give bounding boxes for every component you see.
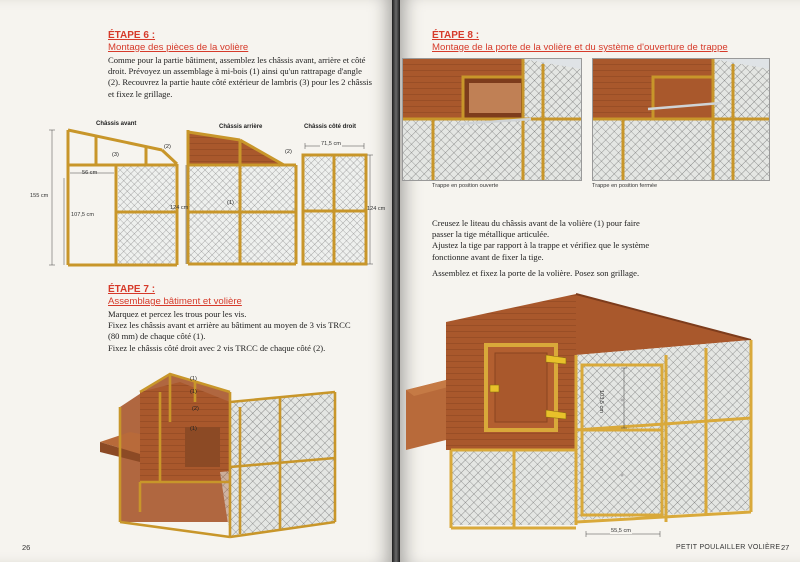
step7-line: Marquez et percez les trous pour les vis. bbox=[108, 309, 247, 319]
step8-line: Assemblez et fixez la porte de la volière. Posez son grillage. bbox=[432, 268, 640, 278]
step7-label: ÉTAPE 7 : bbox=[108, 284, 156, 295]
callout-2-back: (2) bbox=[285, 149, 292, 155]
back-frame-drawing bbox=[188, 130, 296, 264]
back-frame-title: Châssis arrière bbox=[219, 124, 263, 130]
assembly-callout: (1) bbox=[190, 426, 197, 432]
dim-door-width: 55,5 cm bbox=[611, 528, 631, 534]
running-title: PETIT POULAILLER VOLIÈRE bbox=[676, 544, 781, 551]
dim-71-5: 71,5 cm bbox=[321, 141, 341, 147]
step7-line: Fixez les châssis avant et arrière au bâtiment au moyen de 3 vis TRCC bbox=[108, 320, 351, 331]
dim-124-back: 124 cm bbox=[170, 205, 189, 211]
step7-line: (80 mm) de chaque côté (1). bbox=[108, 331, 206, 342]
dim-door-height: 103,5 cm bbox=[598, 390, 604, 414]
step6-title: Montage des pièces de la volière bbox=[108, 42, 249, 53]
right-page bbox=[400, 0, 800, 562]
callout-2-front: (2) bbox=[164, 144, 171, 150]
dim-107-5: 107,5 cm bbox=[71, 212, 95, 218]
step8-title: Montage de la porte de la volière et du système d'ouverture de trappe bbox=[432, 42, 728, 53]
assembly-drawing bbox=[100, 362, 360, 552]
step8-line: passer la tige métallique articulée. bbox=[432, 229, 550, 240]
caption-closed: Trappe en position fermée bbox=[592, 183, 658, 189]
trap-closed-image bbox=[592, 58, 770, 181]
step8-line: Ajustez la tige par rapport à la trappe et vérifiez que le système bbox=[432, 240, 650, 251]
step8-text bbox=[432, 218, 649, 263]
assembly-diagram bbox=[100, 362, 360, 552]
dim-124-side: 124 cm bbox=[367, 206, 386, 212]
front-frame-drawing bbox=[68, 130, 177, 265]
trap-open-image bbox=[402, 58, 582, 181]
trap-closed-drawing bbox=[593, 59, 769, 180]
page-number-right: 27 bbox=[781, 543, 790, 552]
step6-label: ÉTAPE 6 : bbox=[108, 30, 156, 41]
step6-line: droit. Prévoyez un assemblage à mi-bois (1) ainsi qu'un rattrapage d'angle bbox=[108, 66, 362, 77]
coop-render bbox=[406, 290, 758, 545]
callout-1: (1) bbox=[227, 200, 234, 206]
step8-label: ÉTAPE 8 : bbox=[432, 30, 480, 41]
caption-open: Trappe en position ouverte bbox=[432, 183, 499, 189]
page-number-left: 26 bbox=[22, 543, 31, 552]
step6-line: (2). Recouvrez la partie haute côté extérieur de lambris (3) pour les 2 châssis bbox=[108, 77, 372, 88]
trap-open-drawing bbox=[403, 59, 581, 180]
step6-line: et fixez le grillage. bbox=[108, 88, 173, 99]
step7-text bbox=[108, 309, 351, 354]
step8-line: fonctionne avant de fixer la tige. bbox=[432, 251, 544, 262]
coop-drawing bbox=[406, 290, 758, 545]
step8-text-2 bbox=[432, 268, 639, 279]
dim-56: 56 cm bbox=[82, 170, 98, 176]
book-gutter bbox=[392, 0, 400, 562]
step7-title: Assemblage bâtiment et volière bbox=[108, 296, 242, 307]
side-frame-title: Châssis côté droit bbox=[304, 124, 357, 130]
dim-155: 155 cm bbox=[30, 193, 49, 199]
assembly-callout: (1) bbox=[190, 389, 197, 395]
step8-line: Creusez le liteau du châssis avant de la volière (1) pour faire bbox=[432, 218, 640, 228]
assembly-callout: (1) bbox=[190, 376, 197, 382]
step6-line: Comme pour la partie bâtiment, assemblez les châssis avant, arrière et côté bbox=[108, 55, 366, 65]
assembly-callout: (2) bbox=[192, 406, 199, 412]
callout-3: (3) bbox=[112, 152, 119, 158]
front-frame-title: Châssis avant bbox=[96, 121, 137, 127]
left-page bbox=[0, 0, 392, 562]
step7-line: Fixez le châssis côté droit avec 2 vis TRCC de chaque côté (2). bbox=[108, 342, 326, 353]
side-frame-drawing bbox=[303, 155, 366, 264]
